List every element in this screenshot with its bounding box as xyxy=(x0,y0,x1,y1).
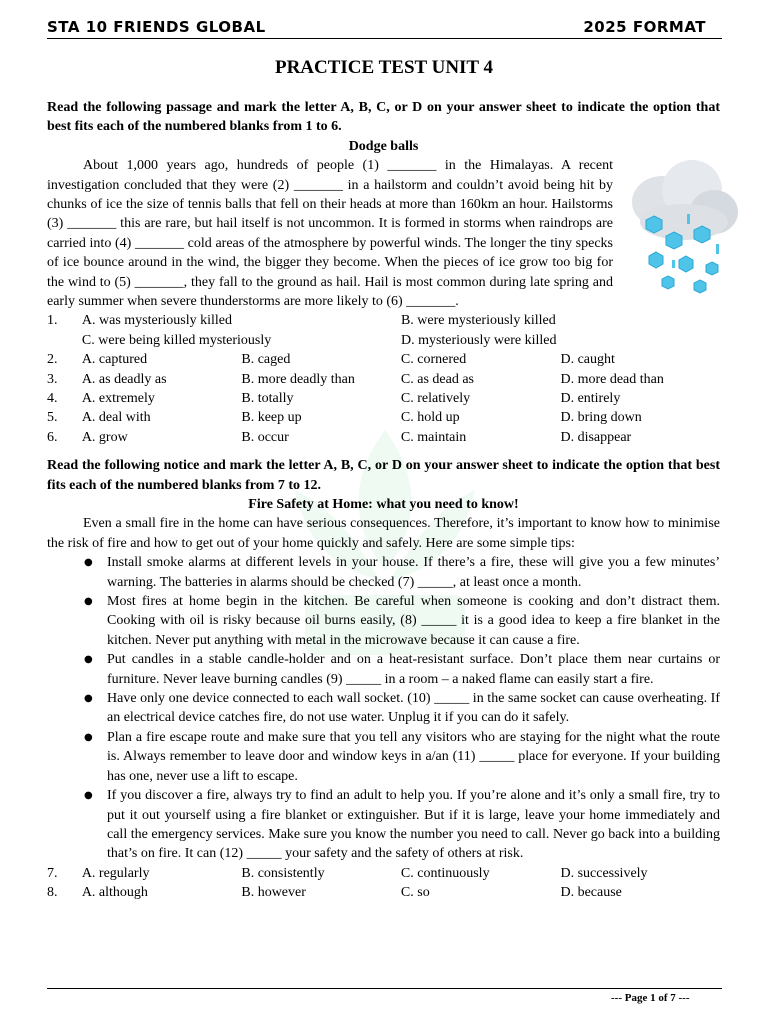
option-b: B. more deadly than xyxy=(241,371,355,387)
tips-list xyxy=(47,553,720,864)
page-header xyxy=(47,17,722,39)
list-item: ● Put candles in a stable candle-holder and on a heat-resistant surface. Don’t place them near curtains or furniture. Never leave burning candles (9) _____ in a room – a naked flame can easily start a fire. xyxy=(84,652,720,687)
option-c: C. were being killed mysteriously xyxy=(81,332,272,348)
bullet-icon: ● xyxy=(84,557,93,569)
bullet-icon: ● xyxy=(84,693,93,705)
option-d: D. successively xyxy=(560,865,648,881)
question-row xyxy=(47,864,720,883)
bullet-icon: ● xyxy=(84,731,93,743)
option-c: C. hold up xyxy=(400,410,460,426)
option-b: B. caged xyxy=(241,352,291,368)
question-number: 1. xyxy=(47,313,58,329)
list-item: ● If you discover a fire, always try to find an adult to help you. If you’re alone and it’s only a small fire, try to put it out yourself using a fire blanket or extinguisher. But if it is large, leave your home immediately and call the emergency services. Make sure you know the number you need to call. Never go back into a building that’s on fire. It can (12) _____ your safety and the safety of others at risk. xyxy=(84,788,720,862)
option-d: D. disappear xyxy=(560,429,632,445)
question-number: 2. xyxy=(47,352,58,368)
question-number: 5. xyxy=(47,410,58,426)
option-a: A. extremely xyxy=(81,391,155,407)
header-left: STA 10 FRIENDS GLOBAL xyxy=(47,18,266,36)
option-d: D. bring down xyxy=(560,410,642,426)
option-d: D. entirely xyxy=(560,391,621,407)
list-item: ● Have only one device connected to each wall socket. (10) _____ in the same socket can cause overheating. If an electrical device catches fire, do not use water. Unplug it if you can do it safely. xyxy=(84,691,720,726)
header-right: 2025 FORMAT xyxy=(583,18,706,36)
option-c: C. relatively xyxy=(400,391,471,407)
option-c: C. so xyxy=(400,885,430,901)
option-a: A. grow xyxy=(81,429,128,445)
question-row xyxy=(47,389,720,408)
notice-intro: Even a small fire in the home can have serious consequences. Therefore, it’s important to know how to minimise the risk of fire and how to get out of your home quickly and safely. Here are some simple tips: xyxy=(47,516,720,551)
option-a: A. regularly xyxy=(81,865,150,881)
option-d: D. because xyxy=(560,885,622,901)
page-title: PRACTICE TEST UNIT 4 xyxy=(274,57,494,78)
question-1-row1 xyxy=(47,311,720,330)
option-d: D. more dead than xyxy=(560,371,664,387)
notice-title: Fire Safety at Home: what you need to know! xyxy=(248,497,519,513)
list-item: ● Install smoke alarms at different levels in your house. If there’s a fire, these will give you a few minutes’ warning. The batteries in alarms should be checked (7) _____, at least once a month. xyxy=(84,555,720,590)
option-a: A. captured xyxy=(81,352,148,368)
question-number: 7. xyxy=(47,865,58,881)
option-b: B. consistently xyxy=(241,865,325,881)
option-c: C. maintain xyxy=(400,429,467,445)
passage-title: Dodge balls xyxy=(348,138,419,154)
question-1-row2 xyxy=(47,331,720,350)
option-b: B. were mysteriously killed xyxy=(400,313,556,329)
question-number: 4. xyxy=(47,391,58,407)
option-d: D. mysteriously were killed xyxy=(400,332,557,348)
list-item: ● Plan a fire escape route and make sure that you tell any visitors who are staying for the night what the route is. Always remember to leave door and window keys in a/an (11) _____ place for everyone. If your building has one, never use a lift to escape. xyxy=(84,729,720,784)
option-d: D. caught xyxy=(560,352,615,368)
footer-divider xyxy=(47,988,722,989)
option-a: A. was mysteriously killed xyxy=(81,313,233,329)
option-c: C. continuously xyxy=(400,865,490,881)
question-number: 6. xyxy=(47,429,58,445)
bullet-icon: ● xyxy=(84,654,93,666)
option-a: A. deal with xyxy=(81,410,151,426)
option-c: C. cornered xyxy=(400,352,467,368)
option-b: B. however xyxy=(241,885,306,901)
option-c: C. as dead as xyxy=(400,371,474,387)
question-row xyxy=(47,370,720,389)
question-row xyxy=(47,428,720,447)
section2-instruction: Read the following notice and mark the letter A, B, C, or D on your answer sheet to indicate the option that best fits each of the numbered blanks from 7 to 12. xyxy=(47,458,720,493)
bullet-icon: ● xyxy=(84,790,93,802)
question-number: 8. xyxy=(47,885,58,901)
section1-instruction: Read the following passage and mark the letter A, B, C, or D on your answer sheet to indicate the option that best fits each of the numbered blanks from 1 to 6. xyxy=(47,100,720,135)
question-row xyxy=(47,350,720,369)
option-a: A. although xyxy=(81,885,148,901)
bullet-icon: ● xyxy=(84,596,93,608)
list-item: ● Most fires at home begin in the kitchen. Be careful when someone is cooking and don’t distract them. Cooking with oil is risky because oil burns easily, (8) _____ it is a good idea to keep a fire blanket in the kitchen. Never put anything with metal in the microwave because it can cause a fire. xyxy=(84,594,720,648)
passage-text: About 1,000 years ago, hundreds of people (1) _______ in the Himalayas. A recent investigation concluded that they were (2) _______ in a hailstorm and couldn’t avoid being hit by chunks of ice the size of tennis balls that fell on their heads at more than 160km an hour. Hailstorms (3) _______ this are rare, but hail itself is not uncommon. It is formed in storms when raindrops are carried into (4) _______ cold areas of the atmosphere by powerful winds. The longer the tiny specks of ice bounce around in the wind, the bigger they become. When the pieces of ice grow too big for the wind to (5) _______, they fall to the ground as hail. Hail is most common during late spring and early summer when severe thunderstorms are more likely to (6) _______. xyxy=(47,158,613,310)
option-b: B. keep up xyxy=(241,410,302,426)
question-row xyxy=(47,408,720,427)
option-b: B. occur xyxy=(241,429,289,445)
page-number: --- Page 1 of 7 --- xyxy=(611,992,690,1004)
page-content xyxy=(47,98,720,903)
option-b: B. totally xyxy=(241,391,294,407)
question-row xyxy=(47,883,720,902)
option-a: A. as deadly as xyxy=(81,371,167,387)
question-number: 3. xyxy=(47,371,58,387)
